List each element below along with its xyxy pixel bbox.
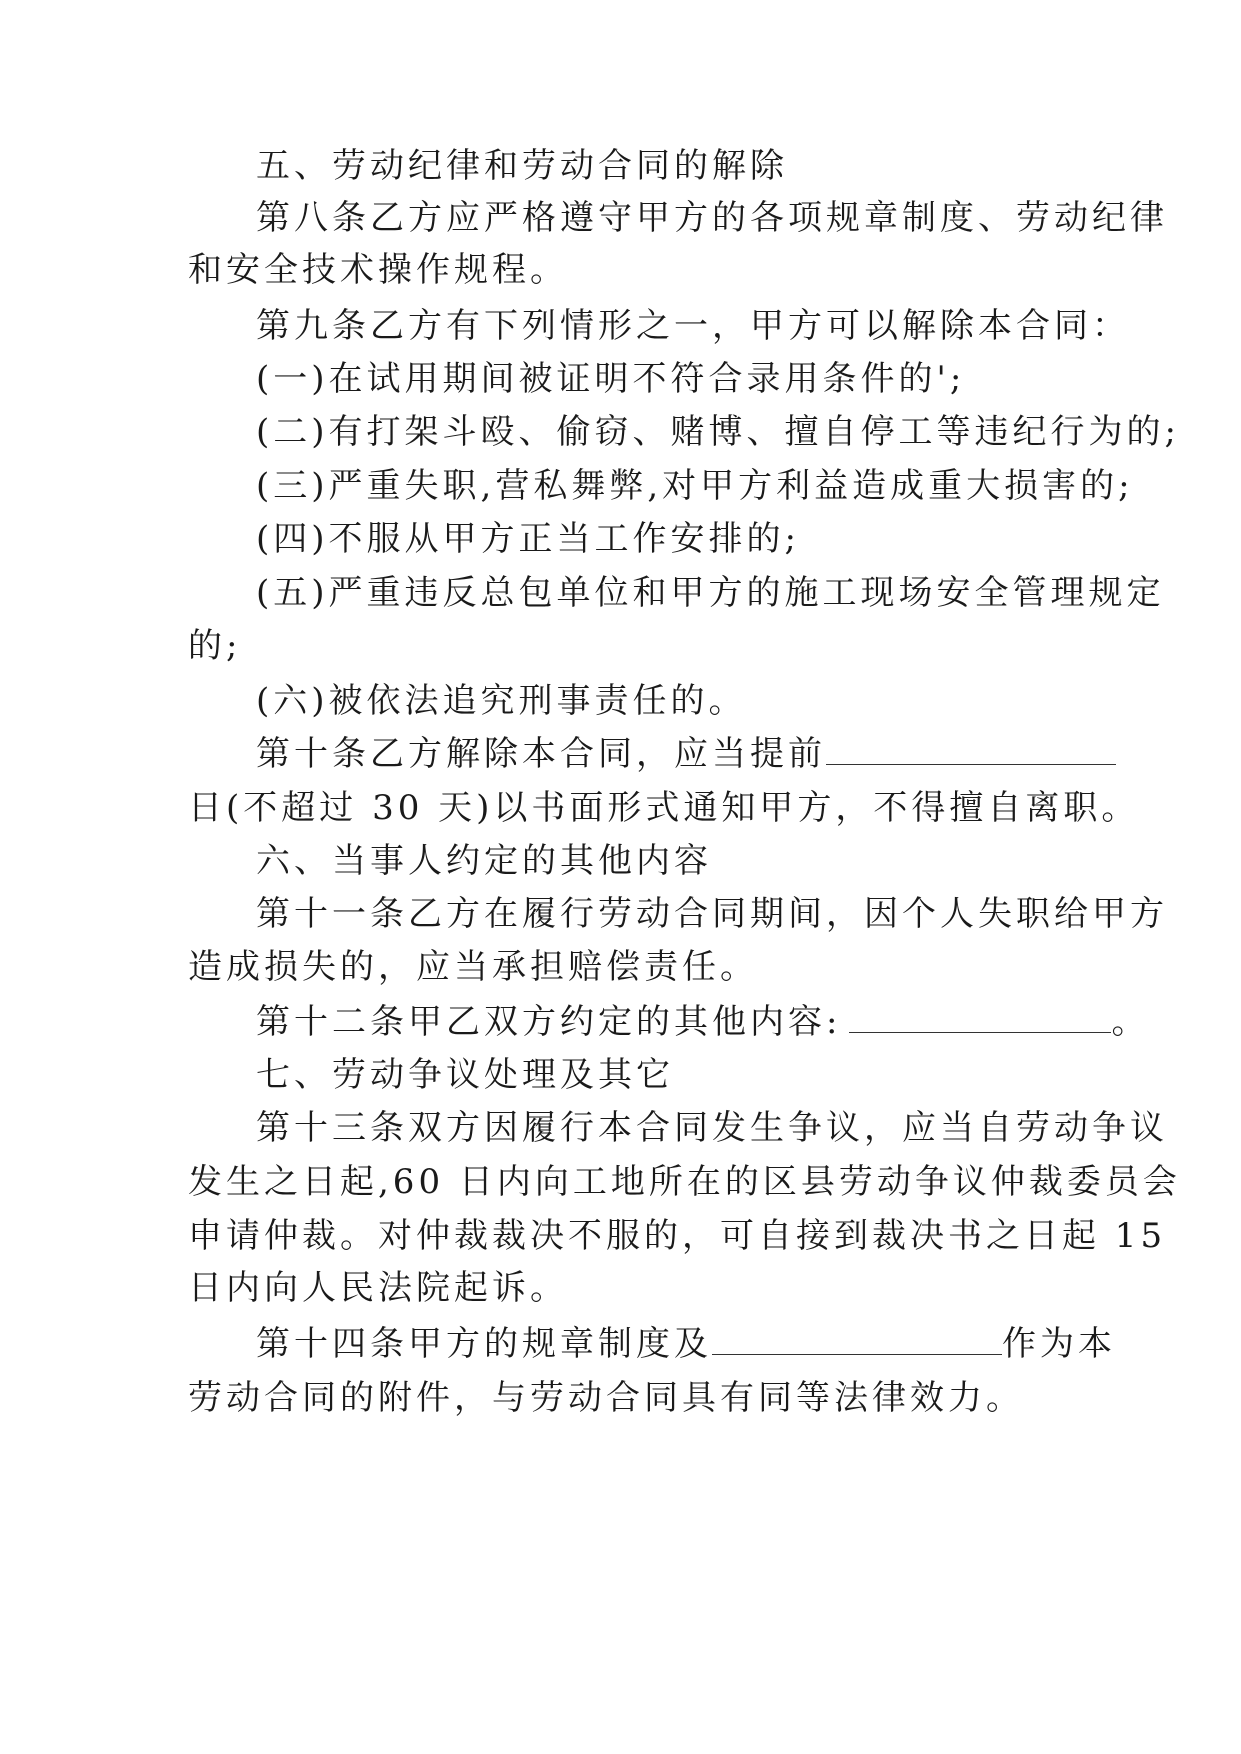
paragraph-line: 造成损失的，应当承担赔偿责任。	[188, 947, 758, 987]
paragraph-line: 和安全技术操作规程。	[188, 250, 568, 290]
section-heading: 七、劳动争议处理及其它	[256, 1055, 674, 1095]
list-item-continuation: 的;	[188, 626, 242, 666]
section-heading: 六、当事人约定的其他内容	[256, 841, 712, 881]
paragraph-line: 日(不超过 30 天)以书面形式通知甲方，不得擅自离职。	[188, 788, 1140, 828]
paragraph-line	[256, 734, 1116, 774]
article-text: 第十四条甲方的规章制度及	[256, 1324, 712, 1364]
paragraph-line: 发生之日起,60 日内向工地所在的区县劳动争议仲裁委员会	[188, 1162, 1181, 1202]
fill-in-blank[interactable]	[826, 734, 1116, 765]
paragraph-line: 第八条乙方应严格遵守甲方的各项规章制度、劳动纪律	[256, 198, 1168, 238]
paragraph-line: 日内向人民法院起诉。	[188, 1268, 568, 1308]
paragraph-line: 申请仲裁。对仲裁裁决不服的，可自接到裁决书之日起 15	[188, 1216, 1167, 1256]
paragraph-line: 第十三条双方因履行本合同发生争议，应当自劳动争议	[256, 1108, 1168, 1148]
list-item: (五)严重违反总包单位和甲方的施工现场安全管理规定	[256, 573, 1165, 613]
list-item: (一)在试用期间被证明不符合录用条件的';	[256, 359, 966, 399]
article-text: 作为本	[1002, 1324, 1116, 1364]
article-text: 第十二条甲乙双方约定的其他内容:	[256, 1002, 842, 1042]
list-item: (三)严重失职,营私舞弊,对甲方利益造成重大损害的;	[256, 466, 1134, 506]
list-item: (四)不服从甲方正当工作安排的;	[256, 519, 800, 559]
fill-in-blank[interactable]	[712, 1324, 1002, 1355]
punctuation: 。	[1111, 1002, 1150, 1042]
paragraph-line	[256, 1002, 1149, 1042]
paragraph-line	[256, 1324, 1116, 1364]
paragraph-line: 第十一条乙方在履行劳动合同期间，因个人失职给甲方	[256, 894, 1168, 934]
fill-in-blank[interactable]	[849, 1002, 1111, 1033]
paragraph-line: 第九条乙方有下列情形之一，甲方可以解除本合同：	[256, 306, 1130, 346]
paragraph-line: 劳动合同的附件，与劳动合同具有同等法律效力。	[188, 1378, 1024, 1418]
section-heading: 五、劳动纪律和劳动合同的解除	[256, 146, 788, 186]
article-text: 第十条乙方解除本合同，应当提前	[256, 734, 826, 774]
list-item: (六)被依法追究刑事责任的。	[256, 681, 747, 721]
list-item: (二)有打架斗殴、偷窃、赌博、擅自停工等违纪行为的;	[256, 412, 1180, 452]
